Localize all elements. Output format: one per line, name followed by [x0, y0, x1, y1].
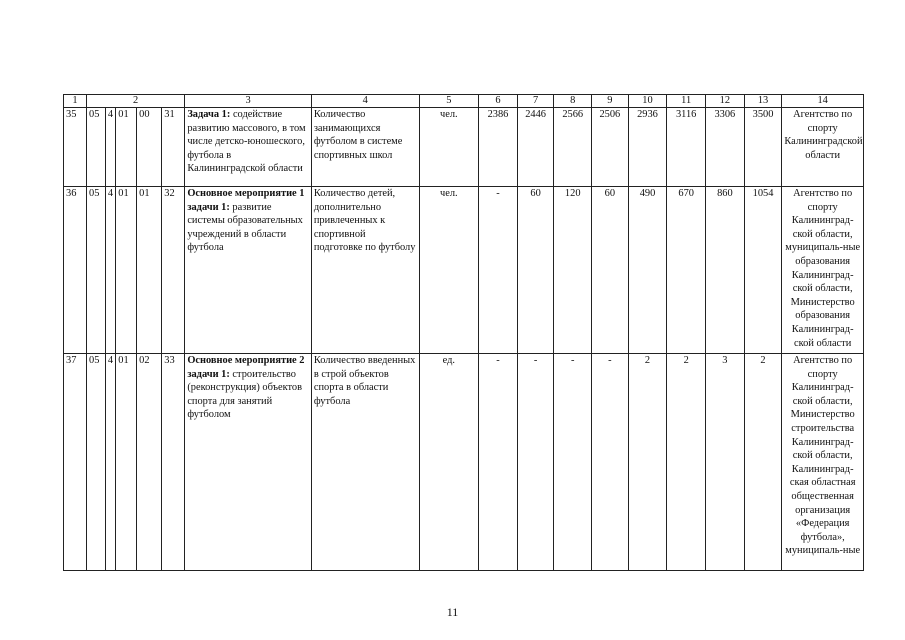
value-cell: 3116 [667, 108, 706, 187]
unit-cell: чел. [419, 187, 479, 354]
indicators-table [63, 94, 864, 571]
value-cell: 60 [592, 187, 629, 354]
executor-cell: Агентство по спорту Калининград-ской области, муниципаль-ные образования Калининград-ской области, Министерство образования Калининград-ской области [782, 187, 864, 354]
indicator-cell: Количество занимающихся футболом в системе спортивных школ [311, 108, 419, 187]
unit-cell: чел. [419, 108, 479, 187]
header-cell: 6 [479, 95, 518, 108]
code-cell: 31 [162, 108, 185, 187]
header-cell: 1 [64, 95, 87, 108]
name-cell [185, 108, 312, 187]
value-cell: 490 [628, 187, 667, 354]
value-cell: 2 [744, 354, 782, 571]
name-text: содействие развитию массового, в том числе детско-юношеского, футбола в Калининградской области [187, 109, 306, 175]
value-cell: 2386 [479, 108, 518, 187]
value-cell: 3306 [706, 108, 745, 187]
code-cell: 05 [87, 354, 106, 571]
header-cell: 7 [517, 95, 554, 108]
value-cell: 60 [517, 187, 554, 354]
code-cell: 02 [137, 354, 162, 571]
table-row [64, 187, 864, 354]
value-cell: 2936 [628, 108, 667, 187]
row-number: 35 [64, 108, 87, 187]
name-cell [185, 187, 312, 354]
name-cell [185, 354, 312, 571]
name-bold: Основное мероприятие 1 задачи 1: [187, 188, 305, 213]
code-cell: 01 [116, 187, 137, 354]
name-bold: Основное мероприятие 2 задачи 1: [187, 355, 305, 380]
header-cell: 12 [706, 95, 745, 108]
header-cell: 4 [311, 95, 419, 108]
value-cell: 1054 [744, 187, 782, 354]
value-cell: 2566 [554, 108, 592, 187]
header-cell: 14 [782, 95, 864, 108]
code-cell: 4 [105, 354, 115, 571]
code-cell: 01 [116, 108, 137, 187]
header-cell: 3 [185, 95, 312, 108]
code-cell: 33 [162, 354, 185, 571]
code-cell: 05 [87, 108, 106, 187]
value-cell: 3500 [744, 108, 782, 187]
indicator-cell: Количество введенных в строй объектов спорта в области футбола [311, 354, 419, 571]
unit-cell: ед. [419, 354, 479, 571]
value-cell: 670 [667, 187, 706, 354]
row-number: 36 [64, 187, 87, 354]
value-cell: - [592, 354, 629, 571]
header-cell: 8 [554, 95, 592, 108]
value-cell: 2506 [592, 108, 629, 187]
value-cell: 2446 [517, 108, 554, 187]
code-cell: 4 [105, 187, 115, 354]
page-number: 11 [446, 605, 459, 619]
code-cell: 00 [137, 108, 162, 187]
indicator-cell: Количество детей, дополнительно привлеченных к спортивной подготовке по футболу [311, 187, 419, 354]
header-cell: 10 [628, 95, 667, 108]
header-row [64, 95, 864, 108]
name-text: строительство (реконструкция) объектов спорта для занятий футболом [187, 368, 303, 421]
header-cell: 2 [87, 95, 185, 108]
header-cell: 5 [419, 95, 479, 108]
header-cell: 9 [592, 95, 629, 108]
value-cell: 2 [628, 354, 667, 571]
code-cell: 01 [137, 187, 162, 354]
value-cell: 860 [706, 187, 745, 354]
executor-cell: Агентство по спорту Калининградской области [782, 108, 864, 187]
row-number: 37 [64, 354, 87, 571]
value-cell: - [479, 187, 518, 354]
name-bold: Задача 1: [187, 109, 231, 120]
value-cell: 2 [667, 354, 706, 571]
table-row [64, 354, 864, 571]
value-cell: - [479, 354, 518, 571]
header-cell: 13 [744, 95, 782, 108]
name-text: развитие системы образовательных учреждений в области футбола [187, 201, 303, 254]
executor-cell: Агентство по спорту Калининград-ской области, Министерство строительства Калининград-ской области, Калининград-ская областная общественная организация «Федерация футбола», муниципаль-ные [782, 354, 864, 571]
code-cell: 01 [116, 354, 137, 571]
code-cell: 32 [162, 187, 185, 354]
header-cell: 11 [667, 95, 706, 108]
code-cell: 4 [105, 108, 115, 187]
value-cell: - [517, 354, 554, 571]
value-cell: 3 [706, 354, 745, 571]
value-cell: 120 [554, 187, 592, 354]
value-cell: - [554, 354, 592, 571]
code-cell: 05 [87, 187, 106, 354]
table-row [64, 108, 864, 187]
